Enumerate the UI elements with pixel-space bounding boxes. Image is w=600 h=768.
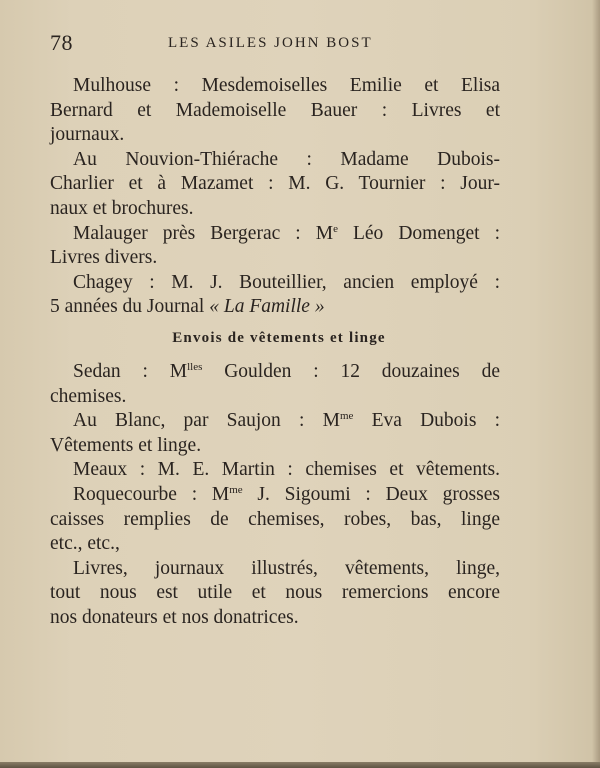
text-line: [50, 360, 500, 385]
text-line: Livres divers.: [50, 247, 158, 269]
page-number: 78: [50, 30, 73, 55]
text-run: Malauger près Bergerac : M: [73, 222, 334, 244]
text-line: [50, 295, 500, 320]
text-line: caisses remplies de chemises, robes, bas, linge: [50, 508, 500, 530]
superscript: lles: [187, 360, 203, 373]
text-run: Eva Dubois :: [353, 410, 501, 432]
text-line: journaux.: [50, 124, 125, 146]
superscript: e: [333, 222, 338, 235]
text-line: nos donateurs et nos donatrices.: [50, 606, 299, 628]
text-line: Vêtements et linge.: [50, 434, 202, 456]
text-run: Roquecourbe : M: [73, 483, 230, 505]
text-line: Charlier et à Mazamet : M. G. Tournier : Jour-: [50, 173, 500, 195]
text-run: Au Blanc, par Saujon : M: [73, 410, 340, 432]
page-header: [50, 30, 550, 60]
text-line: Livres, journaux illustrés, vêtements, linge,: [73, 557, 500, 579]
text-line: etc., etc.,: [50, 533, 120, 555]
text-line: chemises.: [50, 385, 127, 407]
superscript: me: [339, 410, 354, 423]
text-run: Goulden : 12 douzaines de: [202, 360, 500, 382]
page-bottom-edge: [0, 762, 600, 768]
text-line: [50, 409, 500, 434]
text-line: [50, 483, 500, 508]
page-edge-shadow: [592, 0, 600, 768]
text-line: Au Nouvion-Thiérache : Madame Dubois-: [73, 148, 500, 170]
text-line: Mulhouse : Mesdemoiselles Emilie et Elisa: [73, 75, 500, 96]
text-run: 5 années du Journal: [50, 296, 205, 318]
text-line: naux et brochures.: [50, 197, 194, 219]
journal-title: « La Famille »: [209, 296, 325, 318]
text-run: J. Sigoumi : Deux grosses: [242, 483, 500, 505]
text-line: [50, 222, 500, 247]
text-line: Meaux : M. E. Martin : chemises et vêtements.: [73, 459, 500, 481]
text-line: tout nous est utile et nous remercions encore: [50, 582, 500, 604]
text-run: Léo Domenget :: [337, 222, 500, 244]
running-head: LES ASILES JOHN BOST: [168, 35, 373, 51]
text-run: Sedan : M: [73, 360, 188, 382]
superscript: me: [229, 483, 243, 496]
text-line: Chagey : M. J. Bouteillier, ancien employé :: [73, 271, 500, 293]
text-line: Bernard et Mademoiselle Bauer : Livres et: [50, 99, 500, 121]
section-heading: Envois de vêtements et linge: [172, 329, 386, 346]
page-body: [50, 74, 500, 630]
